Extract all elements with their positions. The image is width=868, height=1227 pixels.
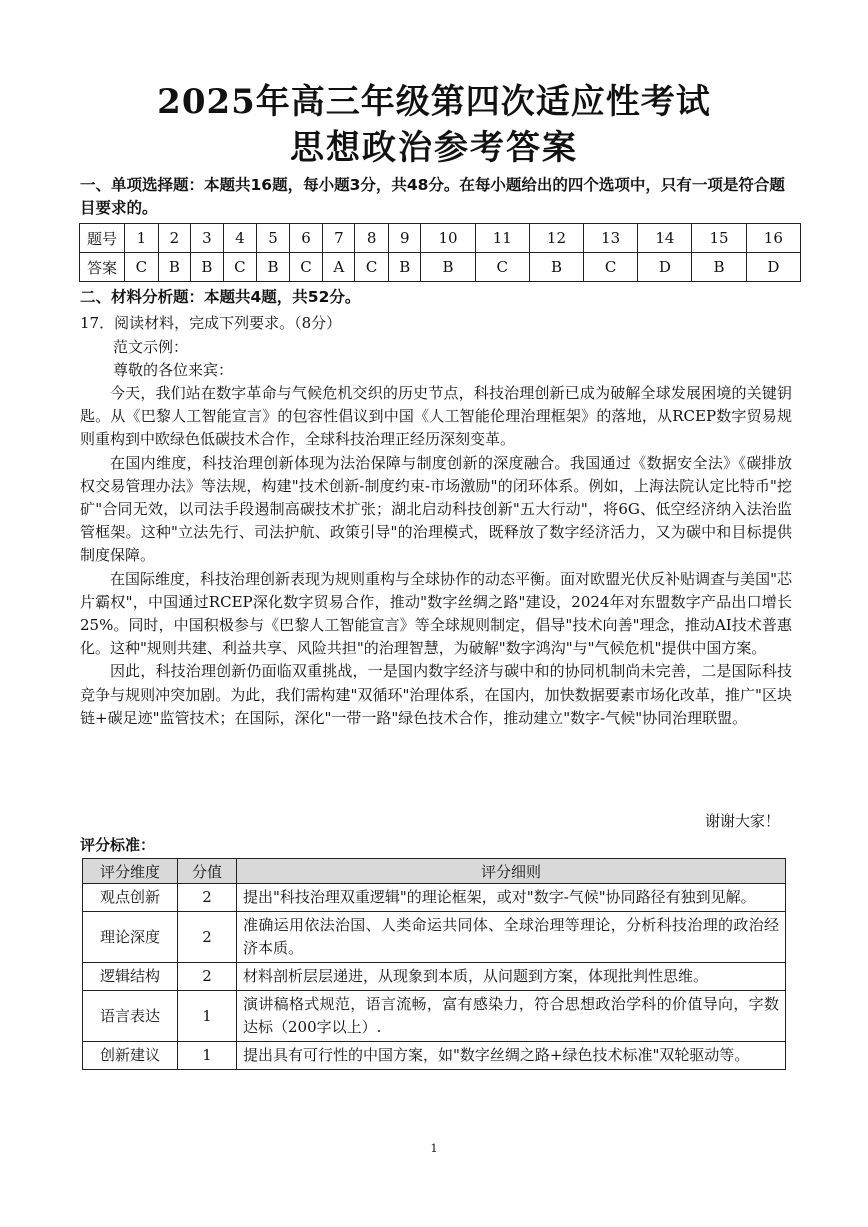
question-number: 9: [389, 224, 421, 253]
sample-essay: [80, 382, 792, 730]
criteria-label: 评分标准：: [80, 836, 156, 854]
criteria-dimension: 创新建议: [83, 1042, 178, 1070]
criteria-header-score: 分值: [178, 859, 237, 884]
criteria-rule: 演讲稿格式规范，语言流畅，富有感染力，符合思想政治学科的价值导向，字数达标（200字以上）.: [237, 991, 786, 1042]
answer-cell: C: [475, 253, 529, 282]
criteria-score: 1: [178, 991, 237, 1042]
section1-heading: 一、单项选择题：本题共16题，每小题3分，共48分。在每小题给出的四个选项中，只有一项是符合题目要求的。: [80, 176, 785, 217]
answer-cell: C: [355, 253, 389, 282]
question-number: 12: [529, 224, 583, 253]
sample-essay-label: 范文示例：: [113, 338, 189, 356]
row-label-number: 题号: [80, 224, 125, 253]
question-number: 2: [158, 224, 190, 253]
question-number: 1: [125, 224, 159, 253]
question-number: 10: [421, 224, 475, 253]
criteria-row: [83, 991, 786, 1042]
question-17: 17．阅读材料，完成下列要求。（8分）: [80, 314, 342, 332]
criteria-rule: 材料剖析层层递进，从现象到本质，从问题到方案，体现批判性思维。: [237, 963, 786, 991]
criteria-dimension: 观点创新: [83, 884, 178, 912]
essay-closing: 谢谢大家！: [704, 812, 780, 830]
criteria-rule: 准确运用依法治国、人类命运共同体、全球治理等理论，分析科技治理的政治经济本质。: [237, 912, 786, 963]
exam-title: 2025年高三年级第四次适应性考试: [157, 82, 711, 122]
answer-cell: C: [223, 253, 257, 282]
answer-cell: C: [584, 253, 638, 282]
essay-salutation: 尊敬的各位来宾：: [113, 361, 234, 379]
criteria-score: 2: [178, 963, 237, 991]
answer-cell: D: [638, 253, 692, 282]
answer-cell: B: [421, 253, 475, 282]
row-label-answer: 答案: [80, 253, 125, 282]
answer-cell: B: [257, 253, 289, 282]
criteria-row: [83, 884, 786, 912]
question-number: 3: [191, 224, 223, 253]
question-number: 7: [323, 224, 355, 253]
question-number: 6: [289, 224, 323, 253]
question-number: 15: [692, 224, 746, 253]
question-number: 16: [746, 224, 800, 253]
criteria-header-row: [83, 859, 786, 884]
section2-heading: 二、材料分析题：本题共4题，共52分。: [80, 288, 361, 306]
criteria-score: 2: [178, 912, 237, 963]
criteria-dimension: 理论深度: [83, 912, 178, 963]
criteria-rule: 提出"科技治理双重逻辑"的理论框架，或对"数字-气候"协同路径有独到见解。: [237, 884, 786, 912]
answer-cell: B: [692, 253, 746, 282]
essay-paragraph: 在国际维度，科技治理创新表现为规则重构与全球协作的动态平衡。面对欧盟光伏反补贴调查与美国"芯片霸权"，中国通过RCEP深化数字贸易合作，推动"数字丝绸之路"建设，2024年对东盟数字产品出口增长25%。同时，中国积极参与《巴黎人工智能宣言》等全球规则制定，倡导"技术向善"理念，推动AI技术普惠化。这种"规则共建、利益共享、风险共担"的治理智慧，为破解"数字鸿沟"与"气候危机"提供中国方案。: [80, 569, 792, 658]
criteria-dimension: 逻辑结构: [83, 963, 178, 991]
answer-value-row: [80, 253, 801, 282]
criteria-score: 2: [178, 884, 237, 912]
page-number: 1: [430, 1142, 438, 1155]
question-number: 14: [638, 224, 692, 253]
answer-number-row: [80, 224, 801, 253]
criteria-dimension: 语言表达: [83, 991, 178, 1042]
essay-paragraph: 在国内维度，科技治理创新体现为法治保障与制度创新的深度融合。我国通过《数据安全法》《碳排放权交易管理办法》等法规，构建"技术创新-制度约束-市场激励"的闭环体系。例如，上海法院认定比特币"挖矿"合同无效，以司法手段遏制高碳技术扩张；湖北启动科技创新"五大行动"，将6G、低空经济纳入法治监管框架。这种"立法先行、司法护航、政策引导"的治理模式，既释放了数字经济活力，又为碳中和目标提供制度保障。: [80, 453, 792, 565]
question-number: 4: [223, 224, 257, 253]
question-number: 8: [355, 224, 389, 253]
answer-cell: B: [389, 253, 421, 282]
criteria-row: [83, 963, 786, 991]
question-number: 11: [475, 224, 529, 253]
exam-subtitle: 思想政治参考答案: [290, 128, 578, 168]
criteria-rule: 提出具有可行性的中国方案，如"数字丝绸之路+绿色技术标准"双轮驱动等。: [237, 1042, 786, 1070]
essay-paragraph: 因此，科技治理创新仍面临双重挑战，一是国内数字经济与碳中和的协同机制尚未完善，二是国际科技竞争与规则冲突加剧。为此，我们需构建"双循环"治理体系，在国内，加快数据要素市场化改革，推广"区块链+碳足迹"监管技术；在国际，深化"一带一路"绿色技术合作，推动建立"数字-气候"协同治理联盟。: [80, 662, 792, 727]
criteria-row: [83, 912, 786, 963]
answer-cell: C: [125, 253, 159, 282]
criteria-header-rule: 评分细则: [237, 859, 786, 884]
criteria-row: [83, 1042, 786, 1070]
answer-cell: B: [158, 253, 190, 282]
question-number: 5: [257, 224, 289, 253]
answer-cell: A: [323, 253, 355, 282]
criteria-table: [82, 858, 786, 1070]
question-number: 13: [584, 224, 638, 253]
criteria-header-dimension: 评分维度: [83, 859, 178, 884]
answer-cell: D: [746, 253, 800, 282]
answer-cell: B: [191, 253, 223, 282]
criteria-score: 1: [178, 1042, 237, 1070]
answer-key-table: [79, 223, 801, 282]
essay-paragraph: 今天，我们站在数字革命与气候危机交织的历史节点，科技治理创新已成为破解全球发展困境的关键钥匙。从《巴黎人工智能宣言》的包容性倡议到中国《人工智能伦理治理框架》的落地，从RCEP数字贸易规则重构到中欧绿色低碳技术合作，全球科技治理正经历深刻变革。: [80, 384, 792, 449]
answer-cell: B: [529, 253, 583, 282]
answer-cell: C: [289, 253, 323, 282]
